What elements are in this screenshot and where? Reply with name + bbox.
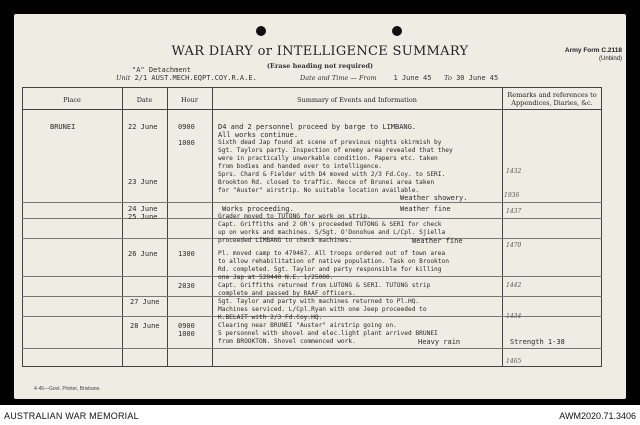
archive-name: AUSTRALIAN WAR MEMORIAL xyxy=(4,411,139,421)
army-form-label xyxy=(565,46,622,64)
dates-label: Date and Time — From xyxy=(300,74,377,82)
pencil-annotation: 1434 xyxy=(506,313,522,320)
entry-line: Machines serviced. L/Cpl.Ryan with one Jeep proceeded to xyxy=(218,306,427,313)
hour-cell: 2030 xyxy=(178,282,195,290)
date-from: 1 June 45 xyxy=(393,74,432,82)
row-line xyxy=(22,348,602,349)
archive-id: AWM2020.71.3406 xyxy=(559,411,636,421)
entry-line: Works proceeding. xyxy=(222,205,294,213)
strength-note: Strength 1-38 xyxy=(510,338,565,346)
pencil-annotation: 1442 xyxy=(506,282,522,289)
entry-line: for "Auster" airstrip. No suitable location available. xyxy=(218,187,420,194)
army-form-number: Army Form C.2118 xyxy=(564,47,622,54)
entry-line: Grader moved to TUTONG for work on strip. xyxy=(218,213,371,220)
pencil-annotation: 1470 xyxy=(506,242,522,249)
pencil-annotation: 1437 xyxy=(506,208,522,215)
entry-line: Sgt. Taylors party. Inspection of enemy area revealed that they xyxy=(218,147,453,154)
entry-line: Sprs. Chard & Fielder with D4 moved with 2/3 Fd.Coy. to SERI. xyxy=(218,171,446,178)
hour-cell: 0900 xyxy=(178,322,195,330)
col-divider-place xyxy=(122,87,123,367)
entry-line: to allow rehabilitation of native population. Task on Brookton xyxy=(218,258,449,265)
entry-line: Sgt. Taylor and party with machines returned to Pl.HQ. xyxy=(218,298,420,305)
weather-note: Weather showery. xyxy=(400,194,468,202)
unit-label: Unit xyxy=(116,74,131,82)
entry-line: Capt. Griffiths returned from LUTONG & SERI. TUTONG strip xyxy=(218,282,431,289)
entry-line: from BROOKTON. Shovel commenced work. xyxy=(218,338,356,345)
hour-cell: 1300 xyxy=(178,250,195,258)
col-header-date: Date xyxy=(136,96,153,104)
archive-footer xyxy=(0,405,640,425)
entry-line: Pl. moved camp to 479467. All troops ordered out of town area xyxy=(218,250,446,257)
date-cell: 22 June xyxy=(128,123,158,131)
date-cell: 27 June xyxy=(130,298,160,306)
col-divider-hour xyxy=(212,87,213,367)
entry-line: Capt. Griffiths and 2 OR's proceeded TUTONG & SERI for check xyxy=(218,221,442,228)
entry-line: Brookton Rd. closed to traffic. Recce of Brunei area taken xyxy=(218,179,435,186)
weather-note: Weather fine xyxy=(400,205,451,213)
entry-line: K.BELAIT with 2/3 Fd.Coy.HQ. xyxy=(218,314,323,321)
entry-line: Clearing near BRUNEI "Auster" airstrip going on. xyxy=(218,322,397,329)
entry-line: D4 and 2 personnel proceed by barge to LIMBANG. xyxy=(218,123,417,131)
pencil-annotation: 1432 xyxy=(506,168,522,175)
punch-hole-left xyxy=(256,26,266,36)
pencil-annotation: 1936 xyxy=(504,192,520,199)
date-to: 30 June 45 xyxy=(456,74,499,82)
page-title: WAR DIARY or INTELLIGENCE SUMMARY xyxy=(171,44,469,59)
col-divider-summary xyxy=(502,87,503,367)
date-cell: 28 June xyxy=(130,322,160,330)
entry-line: up on works and machines. S/Sgt. O'Donohue and L/Cpl. Sjiella xyxy=(218,229,446,236)
remarks-header-line1: Remarks and references to xyxy=(507,91,597,99)
entry-line: All works continue. xyxy=(218,131,299,139)
army-form-sub: (Unbind) xyxy=(598,56,622,62)
header-divider xyxy=(22,109,602,110)
col-header-place: Place xyxy=(63,96,81,104)
punch-hole-right xyxy=(392,26,402,36)
weather-note: Heavy rain xyxy=(418,338,461,346)
entry-line: one Jap at 520440 N.E. 1/25000. xyxy=(218,274,334,281)
place-cell: BRUNEI xyxy=(50,123,76,131)
row-line xyxy=(22,202,602,203)
entry-line: proceeded LIMBANG to check machines. xyxy=(218,237,353,244)
date-cell: 24 June xyxy=(128,205,158,213)
printer-imprint: 4-45—Govt. Printer, Brisbane. xyxy=(34,386,101,392)
date-cell: 25 June xyxy=(128,213,158,221)
to-label: To xyxy=(444,74,452,82)
hour-cell: 0900 xyxy=(178,123,195,131)
col-divider-date xyxy=(167,87,168,367)
entry-line: Rd. completed. Sgt. Taylor and party responsible for killing xyxy=(218,266,442,273)
date-cell: 26 June xyxy=(128,250,158,258)
col-header-remarks xyxy=(502,91,602,107)
entry-line: Sixth dead Jap found at scene of previous nights skirmish by xyxy=(218,139,442,146)
weather-note: Weather fine xyxy=(412,237,463,245)
date-range xyxy=(300,74,498,82)
col-header-hour: Hour xyxy=(181,96,198,104)
unit-line xyxy=(116,74,257,82)
hour-cell: 1000 xyxy=(178,139,195,147)
hour-cell: 1000 xyxy=(178,330,195,338)
entry-line: were in practically unworkable condition. Papers etc. taken xyxy=(218,155,438,162)
erase-note: (Erase heading not required) xyxy=(266,62,374,70)
pencil-annotation: 1465 xyxy=(506,358,522,365)
date-cell: 23 June xyxy=(128,178,158,186)
unit-name: 2/1 AUST.MECH.EQPT.COY.R.A.E. xyxy=(134,74,257,82)
unit-detachment: "A" Detachment xyxy=(132,66,192,74)
entry-line: complete and passed by RAAF officers. xyxy=(218,290,356,297)
entry-line: from bodies and handed over to intelligence. xyxy=(218,163,382,170)
entry-line: 5 personnel with shovel and elec.light plant arrived BRUNEI xyxy=(218,330,438,337)
remarks-header-line2: Appendices, Diaries, &c. xyxy=(511,99,593,107)
col-header-summary: Summary of Events and Information xyxy=(297,96,417,104)
